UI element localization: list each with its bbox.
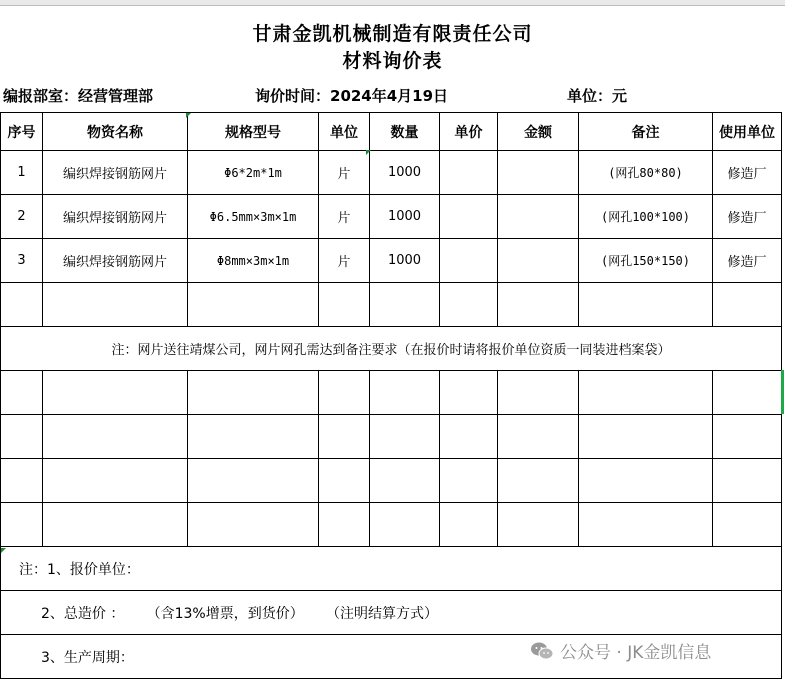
empty-cell[interactable] (440, 415, 498, 459)
wechat-icon (530, 641, 554, 661)
empty-cell[interactable] (188, 371, 319, 415)
table-cell[interactable] (440, 151, 498, 195)
empty-cell[interactable] (188, 459, 319, 503)
table-cell[interactable] (498, 195, 579, 239)
footer-total-cost[interactable]: 2、总造价 ： （含13%增票，到货价） （注明结算方式） (1, 591, 782, 635)
empty-cell[interactable] (43, 459, 188, 503)
empty-cell[interactable] (498, 459, 579, 503)
table-cell[interactable]: 修造厂 (713, 239, 782, 283)
empty-cell[interactable] (188, 415, 319, 459)
empty-cell[interactable] (498, 415, 579, 459)
empty-row (1, 371, 782, 415)
empty-cell[interactable] (319, 371, 370, 415)
table-cell[interactable] (440, 239, 498, 283)
empty-cell[interactable] (579, 459, 713, 503)
empty-cell[interactable] (319, 459, 370, 503)
department-label: 编报部室：经营管理部 (3, 87, 154, 105)
table-cell[interactable]: 编织焊接钢筋网片 (43, 195, 188, 239)
table-cell[interactable]: 编织焊接钢筋网片 (43, 151, 188, 195)
table-cell[interactable]: (网孔80*80) (579, 151, 713, 195)
empty-cell[interactable] (319, 503, 370, 547)
watermark-text: 公众号 · JK金凯信息 (560, 643, 712, 663)
empty-cell[interactable] (1, 415, 43, 459)
empty-row (1, 459, 782, 503)
table-cell[interactable]: 1000 (370, 239, 440, 283)
header-cell: 序号 (1, 113, 43, 151)
inquiry-time-label: 询价时间：2024年4月19日 (255, 87, 449, 105)
table-cell[interactable]: Φ6*2m*1m (188, 151, 319, 195)
empty-cell[interactable] (370, 371, 440, 415)
empty-cell[interactable] (370, 415, 440, 459)
empty-cell[interactable] (440, 459, 498, 503)
empty-cell[interactable] (370, 283, 440, 327)
empty-cell[interactable] (579, 415, 713, 459)
empty-cell[interactable] (713, 503, 782, 547)
table-cell[interactable]: (网孔100*100) (579, 195, 713, 239)
selection-edge (781, 370, 784, 414)
empty-cell[interactable] (319, 415, 370, 459)
inquiry-table (0, 112, 782, 679)
table-cell[interactable]: Φ8mm×3m×1m (188, 239, 319, 283)
header-cell: 金额 (498, 113, 579, 151)
empty-row (1, 283, 782, 327)
header-cell: 规格型号 (188, 113, 319, 151)
footer-production-cycle[interactable]: 3、生产周期： (1, 635, 782, 679)
table-cell[interactable]: (网孔150*150) (579, 239, 713, 283)
cell-comment-marker (186, 113, 191, 118)
empty-cell[interactable] (498, 503, 579, 547)
empty-cell[interactable] (713, 283, 782, 327)
empty-cell[interactable] (440, 371, 498, 415)
table-header-row (1, 113, 782, 151)
table-row (1, 195, 782, 239)
header-cell: 单价 (440, 113, 498, 151)
empty-cell[interactable] (579, 283, 713, 327)
table-cell[interactable]: 2 (1, 195, 43, 239)
table-cell[interactable] (498, 239, 579, 283)
table-cell[interactable] (440, 195, 498, 239)
table-cell[interactable]: 修造厂 (713, 151, 782, 195)
header-cell: 物资名称 (43, 113, 188, 151)
table-cell[interactable]: 修造厂 (713, 195, 782, 239)
empty-cell[interactable] (1, 371, 43, 415)
empty-cell[interactable] (498, 283, 579, 327)
header-cell: 备注 (579, 113, 713, 151)
empty-cell[interactable] (1, 459, 43, 503)
footer-row (1, 591, 782, 635)
empty-cell[interactable] (43, 415, 188, 459)
unit-label: 单位：元 (567, 87, 628, 105)
footer-quoting-unit[interactable]: 注：1、报价单位： (1, 547, 782, 591)
header-cell: 数量 (370, 113, 440, 151)
table-row (1, 239, 782, 283)
delivery-note[interactable]: 注：网片送往靖煤公司，网片网孔需达到备注要求（在报价时请将报价单位资质一同装进档案袋） (1, 327, 782, 371)
empty-cell[interactable] (43, 283, 188, 327)
empty-cell[interactable] (440, 503, 498, 547)
empty-cell[interactable] (370, 459, 440, 503)
empty-cell[interactable] (370, 503, 440, 547)
empty-cell[interactable] (188, 283, 319, 327)
footer-row (1, 547, 782, 591)
empty-row (1, 503, 782, 547)
table-cell[interactable]: 1000 (370, 195, 440, 239)
spreadsheet-column-header (0, 0, 785, 6)
empty-cell[interactable] (713, 371, 782, 415)
empty-cell[interactable] (43, 371, 188, 415)
table-row (1, 151, 782, 195)
empty-cell[interactable] (498, 371, 579, 415)
table-cell[interactable]: 3 (1, 239, 43, 283)
table-cell[interactable]: 片 (319, 239, 370, 283)
empty-cell[interactable] (440, 283, 498, 327)
empty-cell[interactable] (579, 503, 713, 547)
empty-cell[interactable] (1, 503, 43, 547)
empty-cell[interactable] (319, 283, 370, 327)
empty-cell[interactable] (713, 415, 782, 459)
note-row (1, 327, 782, 371)
table-cell[interactable]: 片 (319, 195, 370, 239)
table-cell[interactable]: Φ6.5mm×3m×1m (188, 195, 319, 239)
table-cell[interactable]: 1 (1, 151, 43, 195)
empty-cell[interactable] (188, 503, 319, 547)
empty-cell[interactable] (579, 371, 713, 415)
watermark (530, 638, 711, 663)
form-title: 材料询价表 (342, 50, 443, 72)
cell-comment-marker (1, 548, 6, 553)
header-cell: 单位 (319, 113, 370, 151)
table-cell[interactable]: 1000 (370, 151, 440, 195)
table-cell[interactable] (498, 151, 579, 195)
empty-cell[interactable] (43, 503, 188, 547)
empty-cell[interactable] (713, 459, 782, 503)
empty-row (1, 415, 782, 459)
cell-comment-marker (366, 150, 371, 155)
table-cell[interactable]: 编织焊接钢筋网片 (43, 239, 188, 283)
table-cell[interactable]: 片 (319, 151, 370, 195)
header-cell: 使用单位 (713, 113, 782, 151)
company-title: 甘肃金凯机械制造有限责任公司 (252, 23, 533, 45)
empty-cell[interactable] (1, 283, 43, 327)
